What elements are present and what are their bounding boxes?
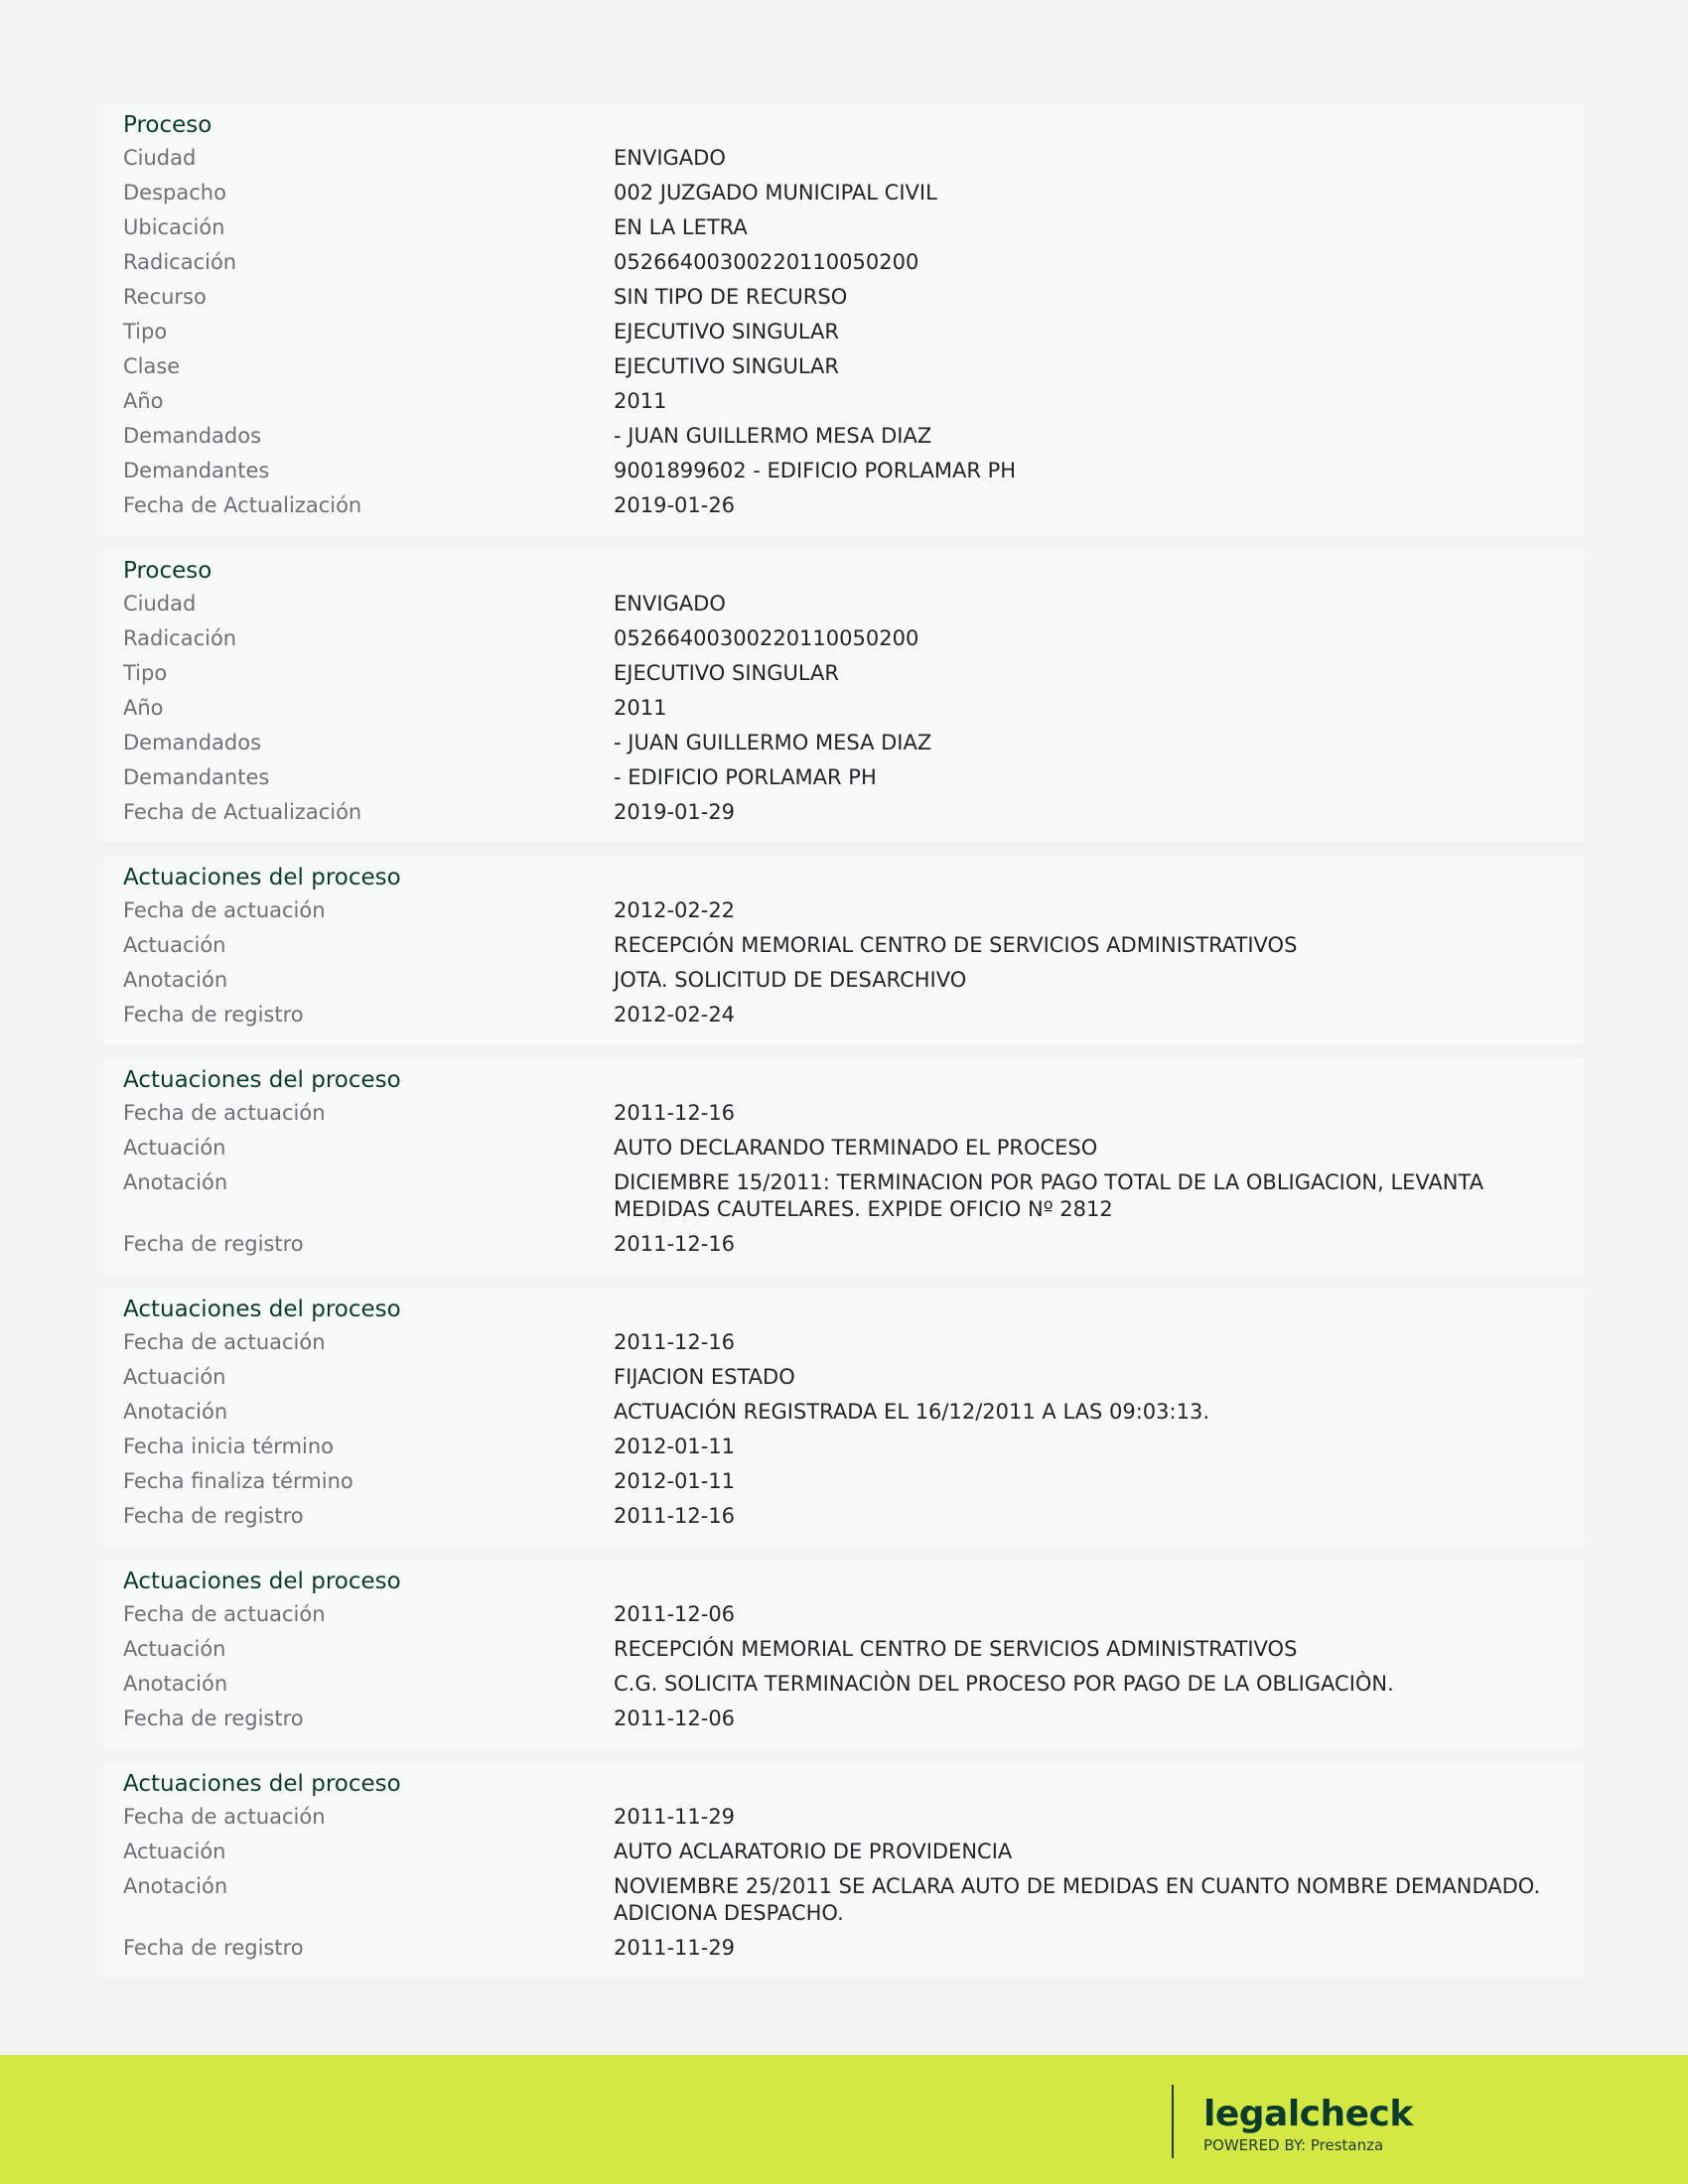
field-label: Fecha de registro (123, 1003, 304, 1026)
field-value: EN LA LETRA (614, 215, 748, 239)
field-row (123, 1931, 1565, 1966)
field-value: DICIEMBRE 15/2011: TERMINACION POR PAGO TOTAL DE LA OBLIGACION, LEVANTA MEDIDAS CAUTELARES. EXPIDE OFICIO Nº 2812 (614, 1170, 1484, 1221)
field-value: 2011-12-16 (614, 1232, 736, 1256)
field-label: Año (123, 389, 164, 413)
field-row (123, 963, 1565, 998)
field-row (123, 1227, 1565, 1262)
card-title: Actuaciones del proceso (123, 865, 401, 890)
field-row (123, 384, 1565, 419)
field-row (123, 1667, 1565, 1702)
field-label: Fecha inicia término (123, 1434, 335, 1458)
field-label: Radicación (123, 250, 237, 274)
field-value: EJECUTIVO SINGULAR (614, 320, 840, 343)
field-label: Anotación (123, 1170, 228, 1194)
field-label: Anotación (123, 968, 228, 992)
field-value: AUTO ACLARATORIO DE PROVIDENCIA (614, 1840, 1013, 1863)
footer-bar (0, 2055, 1688, 2184)
field-label: Demandantes (123, 765, 270, 789)
field-value: SIN TIPO DE RECURSO (614, 285, 848, 309)
field-label: Fecha de Actualización (123, 493, 362, 517)
field-label: Actuación (123, 1840, 226, 1863)
field-label: Actuación (123, 1365, 226, 1389)
field-value: ACTUACIÓN REGISTRADA EL 16/12/2011 A LAS 09:03:13. (614, 1400, 1209, 1424)
field-label: Actuación (123, 1136, 226, 1160)
field-row (123, 1702, 1565, 1736)
card-title: Actuaciones del proceso (123, 1569, 401, 1594)
field-value: 2012-01-11 (614, 1434, 736, 1458)
field-value: - EDIFICIO PORLAMAR PH (614, 765, 877, 789)
record-card (103, 103, 1585, 535)
field-value: 2011 (614, 696, 667, 720)
field-label: Ubicación (123, 215, 225, 239)
field-row (123, 1464, 1565, 1499)
field-value: - JUAN GUILLERMO MESA DIAZ (614, 424, 932, 448)
field-value: 2011-12-16 (614, 1101, 736, 1125)
field-row (123, 587, 1565, 621)
field-label: Año (123, 696, 164, 720)
field-label: Anotación (123, 1672, 228, 1696)
field-label: Recurso (123, 285, 207, 309)
field-value: 2011-11-29 (614, 1936, 736, 1960)
field-value: ENVIGADO (614, 592, 726, 615)
field-value: ENVIGADO (614, 146, 726, 170)
card-title: Actuaciones del proceso (123, 1067, 401, 1093)
field-label: Actuación (123, 933, 226, 957)
powered-by-text: POWERED BY: Prestanza (1203, 2136, 1384, 2154)
field-row (123, 1835, 1565, 1869)
field-value: 2011-12-06 (614, 1602, 736, 1626)
field-row (123, 1360, 1565, 1395)
field-value: NOVIEMBRE 25/2011 SE ACLARA AUTO DE MEDIDAS EN CUANTO NOMBRE DEMANDADO. ADICIONA DESPACHO. (614, 1874, 1541, 1925)
field-value: 2011-12-16 (614, 1504, 736, 1528)
field-row (123, 1325, 1565, 1360)
field-row (123, 760, 1565, 795)
report-content (103, 103, 1585, 1991)
field-row (123, 488, 1565, 523)
field-label: Fecha de Actualización (123, 800, 362, 824)
field-value: 2011-12-06 (614, 1706, 736, 1730)
field-row (123, 176, 1565, 210)
field-row (123, 621, 1565, 656)
field-row (123, 1395, 1565, 1430)
field-value: 05266400300220110050200 (614, 626, 919, 650)
field-value: FIJACION ESTADO (614, 1365, 795, 1389)
record-card (103, 549, 1585, 842)
field-label: Fecha de registro (123, 1706, 304, 1730)
field-row (123, 726, 1565, 760)
field-row (123, 1131, 1565, 1165)
field-row (123, 656, 1565, 691)
field-row (123, 1165, 1565, 1227)
field-label: Radicación (123, 626, 237, 650)
field-label: Clase (123, 354, 181, 378)
field-value: 05266400300220110050200 (614, 250, 919, 274)
field-row (123, 454, 1565, 488)
field-row (123, 245, 1565, 280)
field-row (123, 280, 1565, 315)
brand-name: legalcheck (1203, 2094, 1413, 2134)
field-label: Fecha de registro (123, 1936, 304, 1960)
field-value: RECEPCIÓN MEMORIAL CENTRO DE SERVICIOS ADMINISTRATIVOS (614, 1637, 1298, 1661)
field-row (123, 315, 1565, 349)
field-value: 2011 (614, 389, 667, 413)
field-row (123, 893, 1565, 928)
field-value: - JUAN GUILLERMO MESA DIAZ (614, 731, 932, 754)
field-label: Fecha de actuación (123, 1330, 326, 1354)
field-label: Ciudad (123, 146, 197, 170)
field-value: 2011-12-16 (614, 1330, 736, 1354)
field-row (123, 1869, 1565, 1931)
field-value: 2019-01-26 (614, 493, 736, 517)
field-value: 2012-02-22 (614, 898, 736, 922)
field-row (123, 1632, 1565, 1667)
field-row (123, 998, 1565, 1032)
field-label: Tipo (123, 661, 168, 685)
record-card (103, 1762, 1585, 1978)
field-value: JOTA. SOLICITUD DE DESARCHIVO (614, 968, 967, 992)
field-row (123, 795, 1565, 830)
field-value: C.G. SOLICITA TERMINACIÒN DEL PROCESO POR PAGO DE LA OBLIGACIÒN. (614, 1672, 1394, 1696)
field-row (123, 419, 1565, 454)
field-label: Anotación (123, 1400, 228, 1424)
field-label: Actuación (123, 1637, 226, 1661)
field-value: 2019-01-29 (614, 800, 736, 824)
field-value: 002 JUZGADO MUNICIPAL CIVIL (614, 181, 937, 205)
field-label: Fecha de actuación (123, 1101, 326, 1125)
field-value: AUTO DECLARANDO TERMINADO EL PROCESO (614, 1136, 1098, 1160)
field-label: Fecha de actuación (123, 1602, 326, 1626)
field-row (123, 1430, 1565, 1464)
field-label: Fecha de actuación (123, 898, 326, 922)
field-value: 9001899602 - EDIFICIO PORLAMAR PH (614, 459, 1017, 482)
field-value: EJECUTIVO SINGULAR (614, 354, 840, 378)
field-label: Fecha finaliza término (123, 1469, 353, 1493)
field-label: Demandados (123, 424, 262, 448)
record-card (103, 1288, 1585, 1546)
brand-logo (1203, 2095, 1413, 2154)
field-row (123, 1096, 1565, 1131)
field-label: Anotación (123, 1874, 228, 1898)
card-title: Proceso (123, 558, 212, 584)
field-value: 2011-11-29 (614, 1805, 736, 1829)
card-title: Actuaciones del proceso (123, 1771, 401, 1797)
field-label: Fecha de registro (123, 1504, 304, 1528)
field-label: Despacho (123, 181, 226, 205)
field-row (123, 349, 1565, 384)
field-value: 2012-02-24 (614, 1003, 736, 1026)
field-label: Tipo (123, 320, 168, 343)
field-value: EJECUTIVO SINGULAR (614, 661, 840, 685)
field-row (123, 1800, 1565, 1835)
record-card (103, 1560, 1585, 1748)
field-label: Demandados (123, 731, 262, 754)
field-label: Ciudad (123, 592, 197, 615)
card-title: Actuaciones del proceso (123, 1297, 401, 1322)
footer-divider (1172, 2085, 1174, 2158)
record-card (103, 856, 1585, 1044)
field-label: Fecha de registro (123, 1232, 304, 1256)
field-label: Demandantes (123, 459, 270, 482)
field-label: Fecha de actuación (123, 1805, 326, 1829)
field-value: 2012-01-11 (614, 1469, 736, 1493)
field-row (123, 1597, 1565, 1632)
card-title: Proceso (123, 112, 212, 138)
field-row (123, 210, 1565, 245)
field-row (123, 141, 1565, 176)
record-card (103, 1058, 1585, 1274)
field-row (123, 691, 1565, 726)
field-row (123, 928, 1565, 963)
field-value: RECEPCIÓN MEMORIAL CENTRO DE SERVICIOS ADMINISTRATIVOS (614, 933, 1298, 957)
field-row (123, 1499, 1565, 1534)
